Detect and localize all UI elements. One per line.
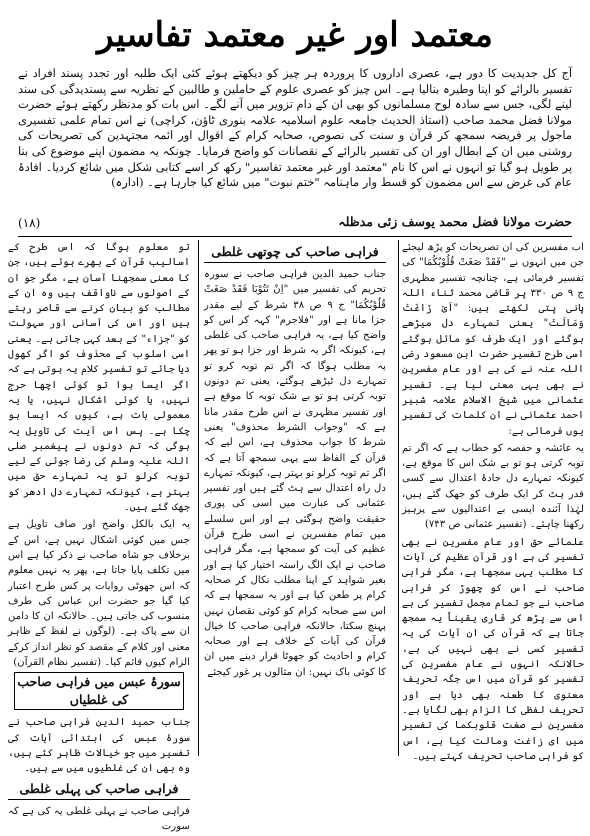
paragraph: علمائے حق اور عام مفسرین نے بھی تفسیر کی ہے اور قرآن عظیم کی آیات کا مطلب یہی سمجھا ہے، مگر فراہی صاحب نے اس کو چھوڑ کر فراہی صاحب نے جو تمام مجمل تفسیر کی ہے اس سے پڑھ کر قاری یقیناً یہ سمجھ جاتا ہے کہ قرآن کی ان آیات کی یہ تفسیر کسی نے بھی نہیں کی ہے، حالانکہ انہوں نے عام مفسرین کی تفسیر کو قرآن میں اس جگہ تحریف معنوی کا طعنہ بھی دیا ہے اور تحریف لفظی کا الزام بھی لگایا ہے۔ مفسرین نے صغت قلوبکما کی تفسیر میں ای زاغت ومالت کیا ہے، اس کو فراہی صاحب تحریف کہتے ہیں۔ xyxy=(402,536,584,762)
paragraph: یہ ایک بالکل واضح اور صاف تاویل ہے جس میں کوئی اشکال نہیں ہے، اس کے برخلاف جو شاہ صاحب نے ذکر کیا ہے اس میں تکلف پایا جاتا ہے، پھر یہ نہیں معلوم کہ اس جھوٹی روایات پر کس طرح اعتبار کیا گیا جو حضرت ابن عباس کی طرف منسوب کی جاتی ہیں۔ حالانکہ ان کا دامن ان سے پاک ہے۔ (لوگوں نے لفظ کے ظاہر معنی اور کلام کے مقصد کو نظر انداز کرکے الزام کیوں قائم کیا۔ (تفسیر نظام القرآن) xyxy=(8,519,190,669)
section-heading: سورۂ عبس میں فراہی صاحب کی غلطیاں xyxy=(14,672,184,710)
paragraph: اب مفسرین کی ان تصریحات کو پڑھ لیجئے جن میں انہوں نے "فَقَدْ صَغَتْ قُلُوْبُكُمَا" کی تفسیر فرمائی ہے، چنانچہ تفسیر مظہری ج ۹ ص ۳۳۰ پر قاضی محمد ثناء اللہ پانی پتی لکھتے ہیں: "اَیْ زَاغَتْ وَمَالَتْ" یعنی تمہارے دل میڑھے ہوگئے اور ایک طرف کو مائل ہوگئے اسی طرح تفسیر حضرت ابن مسعود رضی اللہ عنہ نے کی ہے اور عام مفسرین نے بھی یہی معنی لیا ہے۔ تفسیر عثمانی میں شیخ الاسلام علامہ شبیر احمد عثمانی نے ان کلمات کی تفسیر یوں فرمائی ہے: xyxy=(402,242,584,437)
paragraph: تو معلوم ہوگا کہ اس طرح کے اسالیب قرآن کے بھرے ہوئے ہیں، جن کا معنی سمجھنا آسان ہے، مگر جو ان کے اصولوں سے ناواقف ہیں وہ ان کے مطالب کو بیان کرنے سے قاصر رہتے ہیں اور اس کی آسانی اور سہولت کو "جزاء" کے بعد کہی جاتی ہے۔ یعنی اسی اسلوب کے محذوف کو اگر کھول دیا جائے تو تفسیر کلام یہ ہوتی ہے کہ اگر ایسا ہوا تو کوئی اچھا حرج نہیں، یا کوئی اشکال نہیں، یا یہ معمولی بات ہے، کیوں کہ ایسا ہو چکا ہے۔ پس اس آیت کی تاویل یہ ہوگی کہ تم دونوں نے پیغمبر صلی اللہ علیہ وسلم کی رضا جوئی کے لیے توبہ کرلو تو یہ تمہارے حق میں بہتر ہے، کیونکہ تمہارے دل ادھر کو جھک گئے ہیں۔ xyxy=(8,242,190,514)
column-left xyxy=(8,240,190,836)
editorial-intro xyxy=(18,66,572,191)
paragraph: جناب حمید الدین فراہی صاحب نے سورہ تحریم کی تفسیر میں "اِنْ تَتُوْبَا فَقَدْ صَغَتْ قُلُوْبُكُمَا" ج ۹ ص ۳۸ شرط کے لیے مقدر جزا مانا ہے اور "فلاجرم" کہہ کر اس کو واضح کیا ہے، یہ فراہی صاحب کی غلطی ہے، کیونکہ اگر یہ شرط اور جزا ہو تو پھر یہ مطلب ہوگا کہ اگر تم توبہ کرو تو تمہارے دل ٹیڑھے ہوگئے، یعنی تم دونوں توبہ کرتی ہو تو بے شک توبہ کا موقع ہے اور تفسیر مظہری نے اس طرح مقدر مانا ہے کہ "وجواب الشرط محذوف" یعنی شرط کا جواب محذوف ہے، اس لیے کہ قرآن کے الفاظ سے یہی سمجھ آتا ہے کہ اگر تم توبہ کرلو تو بہتر ہے، کیونکہ تمہارے دل راہ اعتدال سے ہٹ گئے ہیں اور تفسیر عثمانی کی عبارت میں اسی کی پوری حقیقت واضح ہوگئی ہے اور اس سلسلے میں تمام مفسرین نے اسی طرح قرآن عظیم کی آیت کو سمجھا ہے، مگر فراہی صاحب نے ایک الگ راستہ اختیار کیا ہے اور بغیر شواہد کے اپنا مطلب نکال کر صحابہ کرام پر طعن کیا ہے اور یہ سمجھا ہے کہ اس سے صحابہ کرام کو کوئی نقصان نہیں پہنچ سکتا، حالانکہ فراہی صاحب کا خیال قرآن کی آیات کے خلاف ہے اور صحابہ کرام و احادیث کو جھوٹا قرار دینے میں ان کا کوئی باک نہیں: ان مثالوں پر غور کیجئے xyxy=(204,269,386,678)
article-title: معتمد اور غیر معتمد تفاسیر xyxy=(97,15,493,55)
intro-paragraph: آج کل جدیدیت کا دور ہے، عصری اداروں کا پروردہ ہر چیز کو دیکھتے ہوئے کئی ایک طلبہ اور تجدد پسند افراد نے تفسیر بالرائے کو اپنا وطیرہ بنالیا ہے۔ اس چیز کو عصری علوم کے حاملین و طالبین کے نظریہ سے پسندیدگی کی سند لینے لگی، جس سے سادہ لوح مسلمانوں کو بھی ان کے دام تزویر میں آنے لگے۔ اس بات کو مدنظر رکھتے ہوئے حضرت مولانا فضل محمد صاحب (استاذ الحدیث جامعہ علوم اسلامیہ علامہ بنوری ٹاؤن، کراچی) نے اس تمام علمی تفسیری ماحول پر فریضہ سمجھ کر قرآن و سنت کی نصوص، صحابہ کرام کے اقوال اور ائمہ مجتہدین کی تصریحات کی روشنی میں ان کے ابطال اور ان کی تفسیر بالرائے کے نقصانات کو واضح فرمایا۔ چونکہ یہ مضمون اپنے موضوع کی بنا پر طویل ہو گیا تو انہوں نے اس کا نام "معتمد اور غیر معتمد تفاسیر" رکھ کر اسے کتابی شکل میں شائع کردیا۔ افادۂ عام کی غرض سے اس مضمون کو قسط وار ماہنامہ "ختم نبوت" میں شائع کیا جارہا ہے۔ (ادارہ) xyxy=(18,66,572,190)
section-heading: فراہی صاحب کی چوتھی غلطی xyxy=(204,243,386,263)
installment-number: (۱۸) xyxy=(18,216,41,230)
column-divider xyxy=(398,240,399,756)
column-middle xyxy=(204,240,386,682)
author-byline: حضرت مولانا فضل محمد یوسف زئی مدظلہ xyxy=(338,214,572,229)
header-divider xyxy=(18,236,572,237)
paragraph: جناب حمید الدین فراہی صاحب نے سورۂ عبس کی ابتدائی آیات کی تفسیر میں جو خیالات ظاہر کئے ہیں، وہ بھی ان کی غلطیوں میں سے ہیں۔ xyxy=(8,717,190,775)
column-divider xyxy=(198,240,199,756)
byline-row xyxy=(18,212,572,234)
quoted-paragraph: یہ عائشہ و حفصہ کو خطاب ہے کہ اگر تم توبہ کرتی ہو تو بے شک اس کا موقع ہے، کیونکہ تمہارے دل جادۂ اعتدال سے کسی قدر ہٹ کر ایک طرف کو جھک گئے ہیں، لہٰذا آئندہ ایسی بے اعتدالیوں سے پرہیز رکھنا چاہئے۔ (تفسیر عثمانی ص ۷۴۳) xyxy=(402,442,584,531)
column-right xyxy=(402,240,584,766)
section-heading: فراہی صاحب کی پہلی غلطی xyxy=(8,780,190,800)
paragraph: فراہی صاحب نے پہلی غلطی یہ کی ہے کہ سورت xyxy=(8,805,190,832)
